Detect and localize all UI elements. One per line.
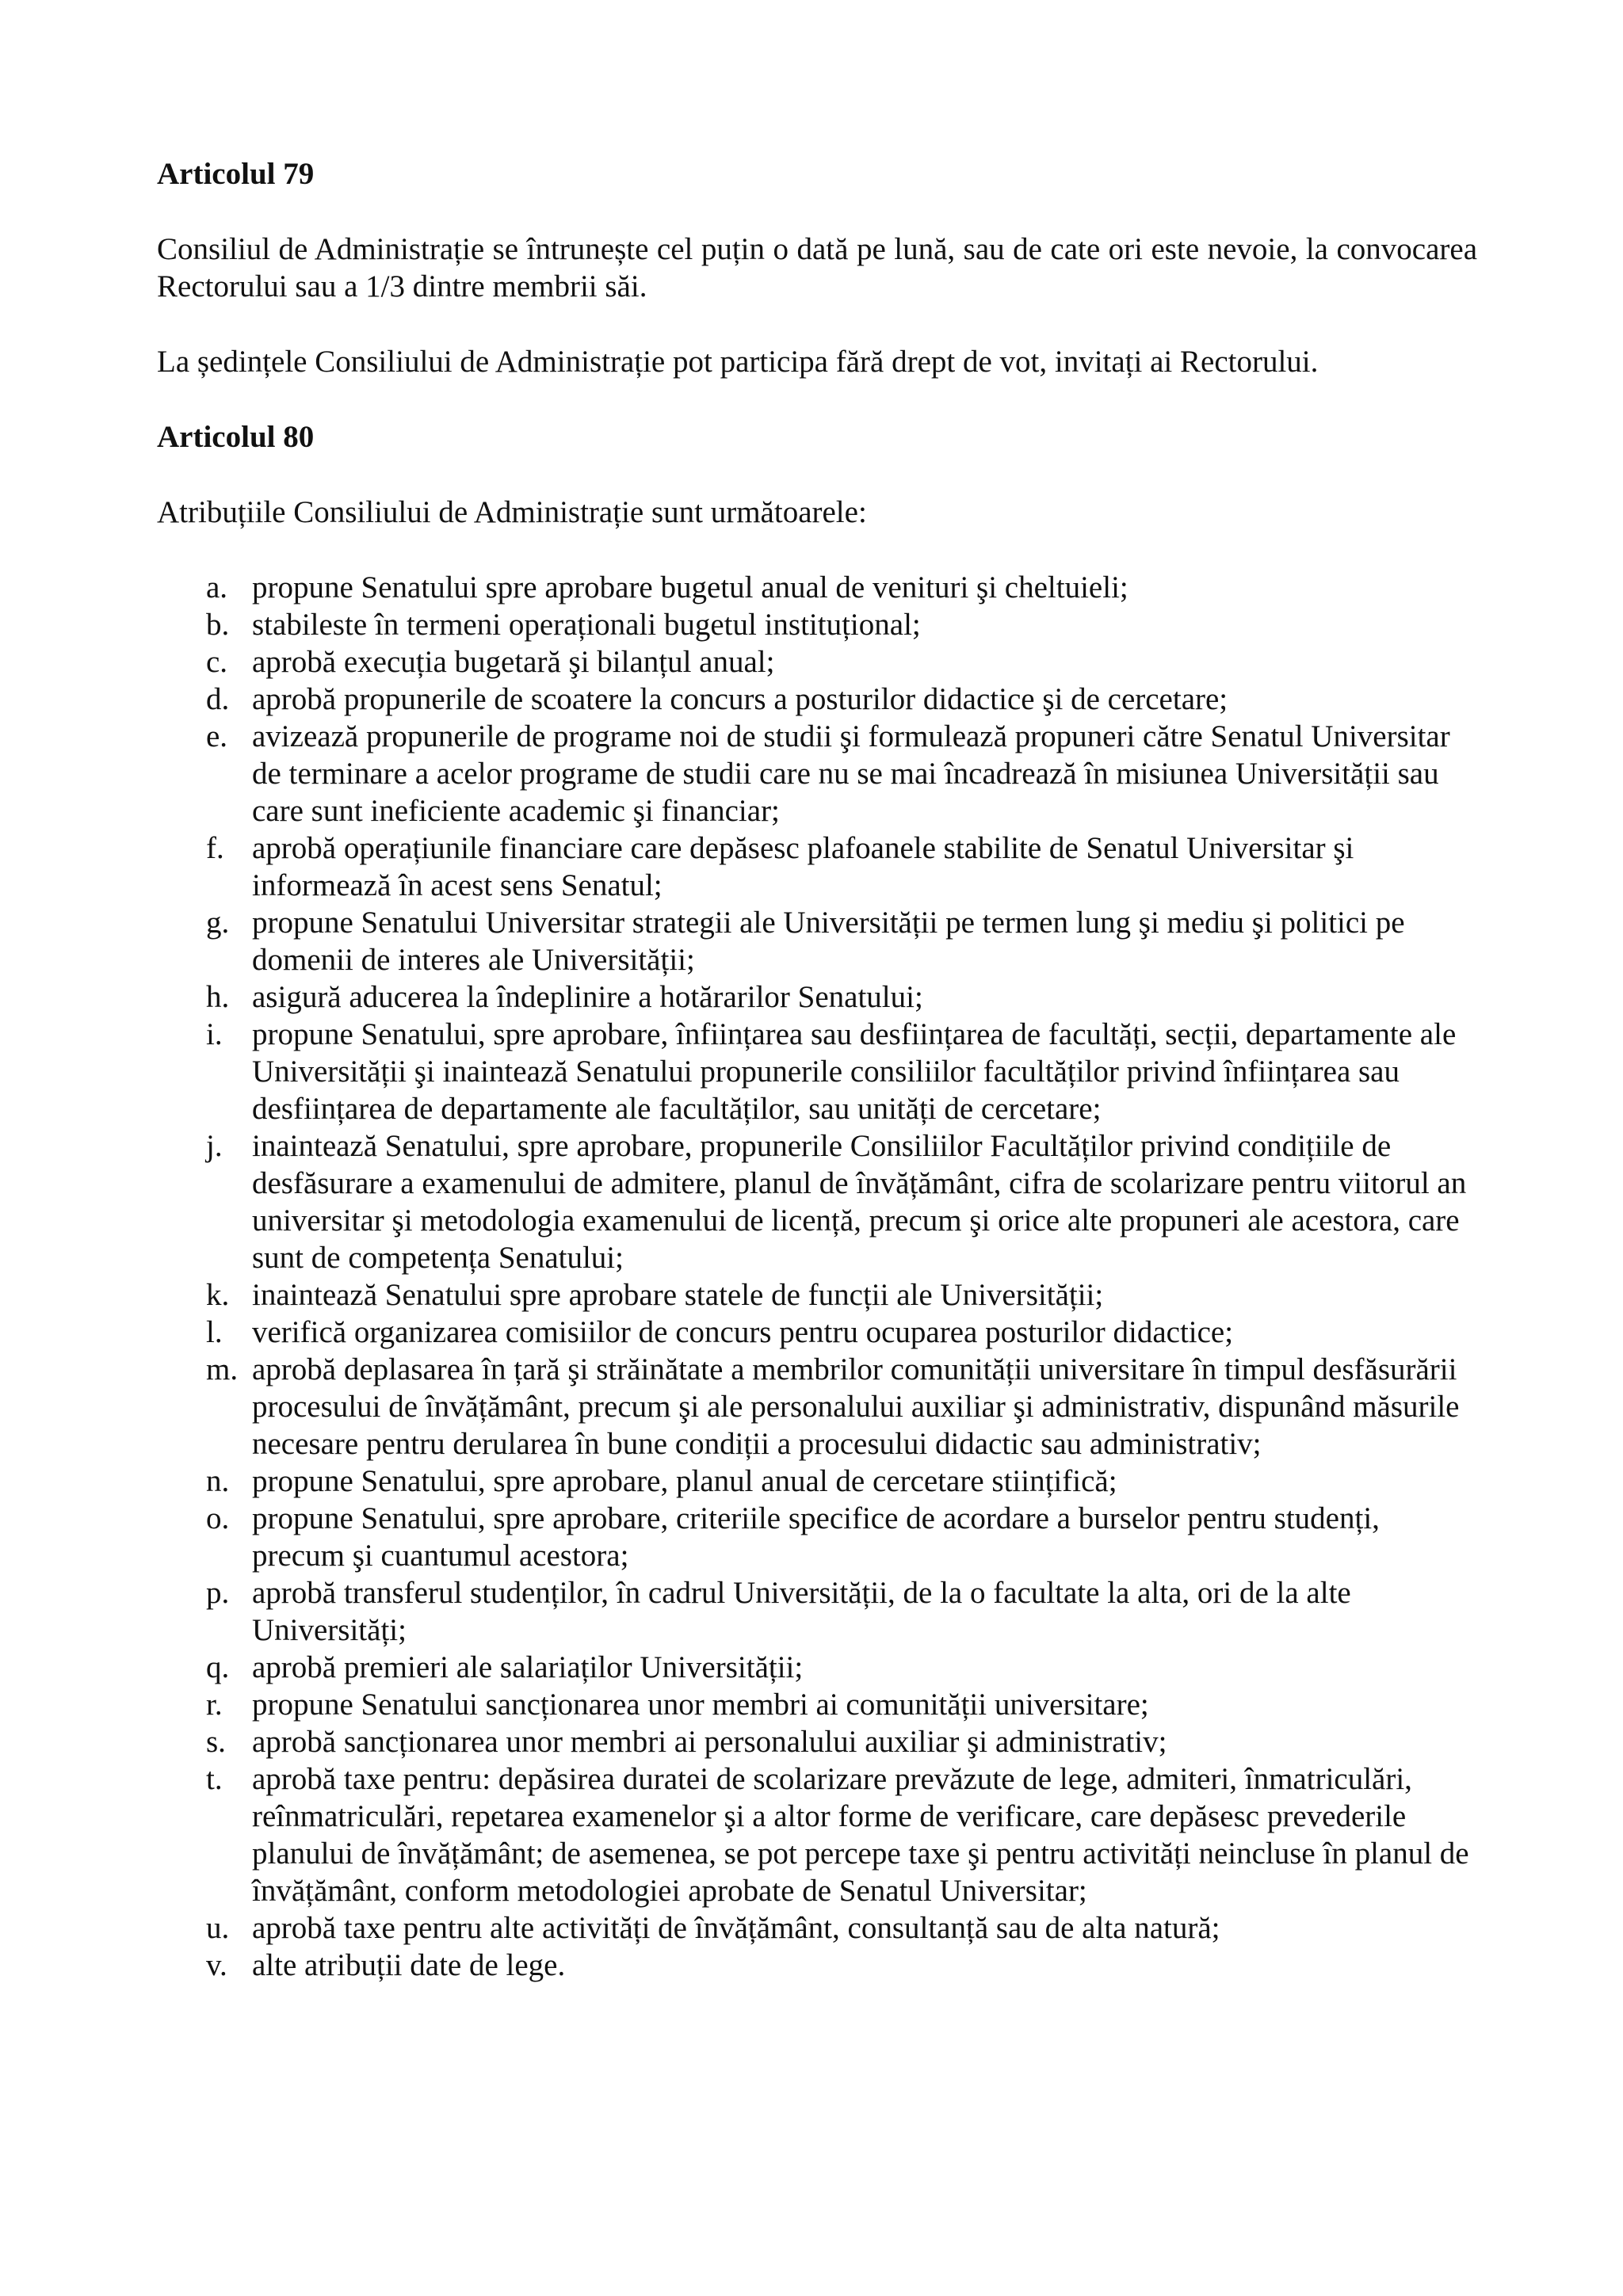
document-page — [157, 155, 1477, 1984]
list-item-text: aprobă deplasarea în țară şi străinătate a membrilor comunității universitare în timpul desfăsurării procesului de învățământ, precum şi ale personalului auxiliar şi administrativ, dispunând măsurile necesare pentru derularea în bune condiții a procesului didactic sau administrativ; — [252, 1352, 1460, 1461]
article-80-heading: Articolul 80 — [157, 420, 315, 454]
list-marker: k. — [206, 1278, 230, 1312]
list-item — [157, 1760, 1477, 1909]
list-item — [157, 1276, 1477, 1314]
list-item-text: verifică organizarea comisiilor de concurs pentru ocuparea posturilor didactice; — [252, 1315, 1234, 1349]
list-marker: f. — [206, 831, 224, 865]
list-item — [157, 606, 1477, 643]
list-marker: d. — [206, 682, 230, 716]
list-item — [157, 1723, 1477, 1760]
list-item-text: aprobă premieri ale salariaților Universității; — [252, 1650, 804, 1684]
list-marker: m. — [206, 1352, 239, 1386]
list-item-text: aprobă sancționarea unor membri ai personalului auxiliar şi administrativ; — [252, 1725, 1167, 1759]
list-item-text: aprobă taxe pentru alte activități de învățământ, consultanță sau de alta natură; — [252, 1911, 1220, 1945]
list-item — [157, 1686, 1477, 1723]
list-item — [157, 1127, 1477, 1276]
list-item — [157, 643, 1477, 681]
list-marker: n. — [206, 1464, 230, 1498]
list-item-text: propune Senatului, spre aprobare, înființarea sau desființarea de facultăți, secții, departamente ale Universității şi inaintează Senatului propunerile consiliilor facultăților privind înființarea sau desființarea de departamente ale facultăților, sau unități de cercetare; — [252, 1017, 1457, 1126]
list-item — [157, 1463, 1477, 1500]
article-79-paragraph-2: La ședințele Consiliului de Administrație pot participa fără drept de vot, invitați ai Rectorului. — [157, 345, 1319, 379]
list-item — [157, 1947, 1477, 1984]
list-marker: r. — [206, 1688, 223, 1722]
list-marker: j. — [206, 1129, 223, 1163]
list-item — [157, 1649, 1477, 1686]
list-item-text: aprobă propunerile de scoatere la concurs a posturilor didactice şi de cercetare; — [252, 682, 1228, 716]
list-item — [157, 830, 1477, 904]
list-item-text: alte atribuții date de lege. — [252, 1948, 566, 1982]
list-item-text: aprobă transferul studenților, în cadrul Universității, de la o facultate la alta, ori de la alte Universități; — [252, 1576, 1351, 1647]
list-item — [157, 904, 1477, 978]
list-item-text: aprobă operațiunile financiare care depăsesc plafoanele stabilite de Senatul Universitar şi informează în acest sens Senatul; — [252, 831, 1354, 902]
list-item — [157, 681, 1477, 718]
list-item — [157, 1574, 1477, 1649]
list-item — [157, 1314, 1477, 1351]
list-item-text: propune Senatului sancționarea unor membri ai comunității universitare; — [252, 1688, 1149, 1722]
list-marker: c. — [206, 645, 228, 679]
list-item-text: inaintează Senatului spre aprobare statele de funcții ale Universității; — [252, 1278, 1104, 1312]
list-marker: u. — [206, 1911, 230, 1945]
list-item-text: propune Senatului, spre aprobare, planul anual de cercetare stiințifică; — [252, 1464, 1117, 1498]
article-80-intro: Atribuțiile Consiliului de Administrație sunt următoarele: — [157, 495, 867, 529]
list-item — [157, 569, 1477, 606]
list-marker: h. — [206, 980, 230, 1014]
article-79-heading: Articolul 79 — [157, 157, 315, 191]
list-item-text: propune Senatului Universitar strategii ale Universității pe termen lung şi mediu şi politici pe domenii de interes ale Universității; — [252, 906, 1405, 977]
list-item — [157, 1016, 1477, 1127]
list-marker: p. — [206, 1576, 230, 1610]
list-item-text: aprobă taxe pentru: depăsirea duratei de scolarizare prevăzute de lege, admiteri, înmatriculări, reînmatriculări, repetarea examenelor şi a altor forme de verificare, care depăsesc prevederile planului de învățământ; de asemenea, se pot percepe taxe şi pentru activități neincluse în planul de învățământ, conform metodologiei aprobate de Senatul Universitar; — [252, 1762, 1469, 1908]
list-marker: b. — [206, 608, 230, 642]
list-item-text: asigură aducerea la îndeplinire a hotărarilor Senatului; — [252, 980, 923, 1014]
list-marker: s. — [206, 1725, 226, 1759]
list-item — [157, 718, 1477, 830]
list-item — [157, 1500, 1477, 1574]
list-marker: v. — [206, 1948, 227, 1982]
list-marker: o. — [206, 1501, 230, 1535]
list-item — [157, 978, 1477, 1016]
article-79-paragraph-1: Consiliul de Administrație se întrunește cel puțin o dată pe lună, sau de cate ori este nevoie, la convocarea Rectorului sau a 1/3 dintre membrii săi. — [157, 232, 1477, 303]
list-item-text: inaintează Senatului, spre aprobare, propunerile Consiliilor Facultăților privind condițiile de desfăsurare a examenului de admitere, planul de învățământ, cifra de scolarizare pentru viitorul an universitar şi metodologia examenului de licență, precum şi orice alte propuneri ale acestora, care sunt de competența Senatului; — [252, 1129, 1467, 1275]
list-item-text: propune Senatului, spre aprobare, criteriile specifice de acordare a burselor pentru studenți, precum şi cuantumul acestora; — [252, 1501, 1380, 1573]
article-80-list — [157, 569, 1477, 1984]
list-marker: q. — [206, 1650, 230, 1684]
list-marker: a. — [206, 570, 228, 605]
list-marker: l. — [206, 1315, 223, 1349]
list-item-text: propune Senatului spre aprobare bugetul anual de venituri şi cheltuieli; — [252, 570, 1128, 605]
list-item — [157, 1909, 1477, 1947]
list-item-text: aprobă execuția bugetară şi bilanțul anual; — [252, 645, 775, 679]
list-item-text: avizează propunerile de programe noi de studii şi formulează propuneri către Senatul Universitar de terminare a acelor programe de studii care nu se mai încadrează în misiunea Universității sau care sunt ineficiente academic şi financiar; — [252, 719, 1450, 828]
list-marker: g. — [206, 906, 230, 940]
list-marker: t. — [206, 1762, 223, 1796]
list-item-text: stabileste în termeni operaționali bugetul instituțional; — [252, 608, 921, 642]
list-marker: i. — [206, 1017, 223, 1051]
list-item — [157, 1351, 1477, 1463]
list-marker: e. — [206, 719, 228, 753]
